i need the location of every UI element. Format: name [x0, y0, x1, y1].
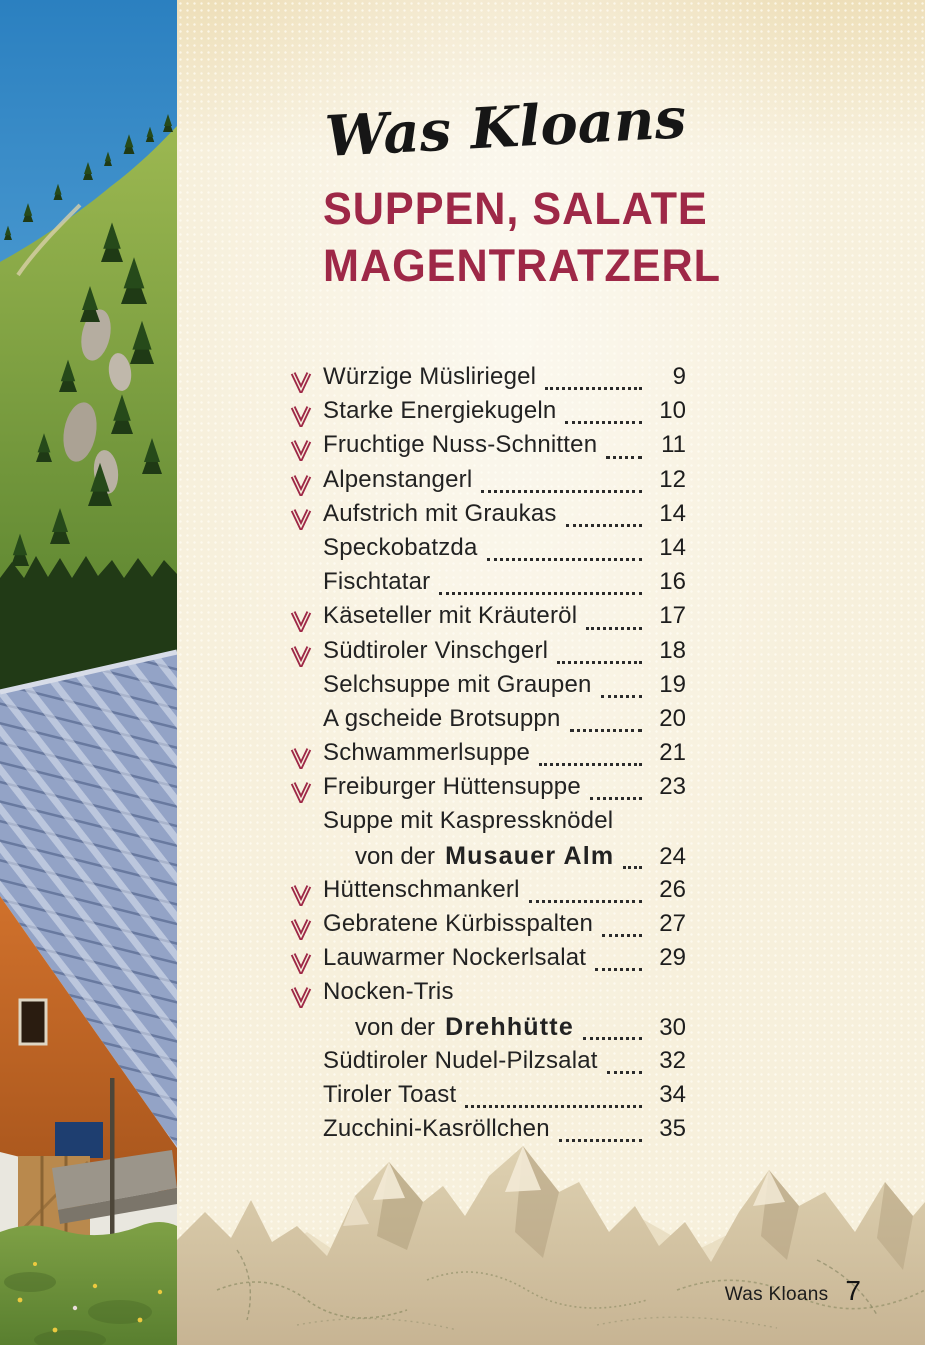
veg-marker-spacer: [290, 573, 323, 597]
recipe-title: Hüttenschmankerl: [323, 875, 520, 903]
page-ref: 19: [659, 670, 686, 698]
page-ref: 18: [659, 636, 686, 664]
recipe-title: Käseteller mit Kräuteröl: [323, 602, 578, 630]
vegetarian-icon: [290, 744, 323, 768]
toc-entry: [290, 807, 686, 841]
toc-entry: [290, 534, 686, 568]
veg-marker-spacer: [290, 813, 323, 837]
alpine-photo: [0, 0, 177, 1345]
page-ref: 30: [659, 1013, 686, 1041]
mountain-collage-illustration: [177, 1140, 925, 1345]
vegetarian-icon: [290, 607, 323, 631]
page-ref: 16: [659, 568, 686, 596]
dot-leader: [565, 421, 642, 424]
toc-entry: [290, 978, 686, 1012]
page-ref: 34: [659, 1080, 686, 1108]
recipe-title: Aufstrich mit Graukas: [323, 499, 557, 527]
vegetarian-icon: [290, 778, 323, 802]
toc-entry: [290, 466, 686, 500]
recipe-title: Starke Energiekugeln: [323, 397, 557, 425]
page-ref: 32: [659, 1046, 686, 1074]
vegetarian-icon: [290, 642, 323, 666]
dot-leader: [557, 661, 642, 664]
chapter-heading-line2: MAGENTRATZERL: [323, 240, 722, 291]
recipe-title: Fischtatar: [323, 568, 431, 596]
map-mountain-collage: [177, 1140, 925, 1345]
toc-entry: [290, 363, 686, 397]
title-block: [323, 85, 738, 294]
page-ref: 35: [659, 1115, 686, 1143]
recipe-title: Würzige Müsliriegel: [323, 363, 537, 390]
vegetarian-icon: [290, 368, 323, 392]
vegetarian-icon: [290, 402, 323, 426]
dot-leader: [583, 1037, 642, 1040]
dot-leader: [481, 490, 642, 493]
toc-entry: [290, 1081, 686, 1115]
page-footer: [725, 1275, 861, 1307]
hut-name: Drehhütte: [445, 1012, 574, 1041]
alpine-photo-illustration: [0, 0, 177, 1345]
page-ref: 11: [661, 431, 686, 459]
vegetarian-icon: [290, 983, 323, 1007]
page-ref: 17: [659, 602, 686, 630]
toc-entry: [290, 739, 686, 773]
veg-marker-spacer: [290, 676, 323, 700]
dot-leader: [595, 968, 642, 971]
vegetarian-icon: [290, 505, 323, 529]
toc-list: [290, 363, 686, 1149]
recipe-title: Südtiroler Vinschgerl: [323, 636, 549, 664]
vegetarian-icon: [290, 881, 323, 905]
chapter-heading-line1: SUPPEN, SALATE: [323, 183, 708, 234]
toc-entry: [290, 568, 686, 602]
toc-entry: [290, 671, 686, 705]
page-ref: 14: [659, 533, 686, 561]
recipe-title: Tiroler Toast: [323, 1080, 457, 1108]
recipe-title: Suppe mit Kaspressknödel: [323, 807, 614, 835]
dot-leader: [590, 797, 642, 800]
dot-leader: [607, 1071, 642, 1074]
recipe-title: Alpenstangerl: [323, 465, 473, 493]
toc-entry: [290, 876, 686, 910]
toc-entry: [290, 431, 686, 465]
recipe-subtitle-prefix: von der: [355, 1013, 436, 1041]
recipe-title: Gebratene Kürbisspalten: [323, 910, 594, 937]
toc-entry: [290, 500, 686, 534]
vegetarian-icon: [290, 436, 323, 460]
veg-marker-spacer: [290, 539, 323, 563]
dot-leader: [465, 1105, 642, 1108]
page-ref: 24: [659, 842, 686, 870]
recipe-title: A gscheide Brotsuppn: [323, 704, 561, 732]
toc-entry: [290, 944, 686, 978]
page-ref: 20: [659, 704, 686, 732]
page-ref: 29: [659, 944, 686, 972]
dot-leader: [601, 695, 642, 698]
chapter-script-title: Was Kloans: [323, 85, 688, 170]
veg-marker-spacer: [290, 1086, 323, 1110]
dot-leader: [606, 456, 642, 459]
page-ref: 14: [659, 499, 686, 527]
page-ref: 23: [659, 773, 686, 801]
veg-marker-spacer: [290, 710, 323, 734]
toc-page: [177, 0, 925, 1345]
page-ref: 27: [659, 910, 686, 937]
vegetarian-icon: [290, 949, 323, 973]
hut-name: Musauer Alm: [445, 841, 615, 870]
recipe-title: Südtiroler Nudel-Pilzsalat: [323, 1046, 598, 1074]
dot-leader: [566, 524, 642, 527]
toc-entry-continuation: [290, 842, 686, 876]
toc-entry: [290, 397, 686, 431]
page-ref: 12: [659, 465, 686, 493]
recipe-title: Schwammerlsuppe: [323, 739, 531, 767]
page-ref: 26: [659, 875, 686, 903]
dot-leader: [602, 934, 642, 937]
veg-marker-spacer: [290, 1052, 323, 1076]
dot-leader: [545, 387, 642, 390]
dot-leader: [623, 866, 642, 869]
footer-section-label: Was Kloans: [724, 1284, 829, 1305]
recipe-title: Speckobatzda: [323, 533, 478, 561]
dot-leader: [586, 627, 642, 630]
toc-entry: [290, 910, 686, 944]
dot-leader: [570, 729, 643, 732]
vegetarian-icon: [290, 471, 323, 495]
toc-entry: [290, 602, 686, 636]
page-ref: 21: [659, 739, 686, 767]
toc-entry-continuation: [290, 1013, 686, 1047]
dot-leader: [487, 558, 642, 561]
toc-entry: [290, 705, 686, 739]
recipe-title: Lauwarmer Nockerlsalat: [323, 944, 587, 972]
vegetarian-icon: [290, 915, 323, 939]
recipe-title: Fruchtige Nuss-Schnitten: [323, 431, 598, 459]
page-ref: 9: [672, 363, 686, 390]
recipe-title: Nocken-Tris: [323, 978, 454, 1006]
dot-leader: [529, 900, 642, 903]
dot-leader: [539, 763, 642, 766]
page-ref: 10: [659, 397, 686, 425]
dot-leader: [439, 592, 642, 595]
recipe-title: Selchsuppe mit Graupen: [323, 670, 592, 698]
toc-entry: [290, 1047, 686, 1081]
recipe-subtitle-prefix: von der: [355, 842, 436, 870]
toc-entry: [290, 773, 686, 807]
recipe-title: Freiburger Hüttensuppe: [323, 773, 581, 801]
footer-page-number: 7: [845, 1275, 861, 1306]
recipe-title: Zucchini-Kasröllchen: [323, 1115, 550, 1143]
toc-entry: [290, 637, 686, 671]
